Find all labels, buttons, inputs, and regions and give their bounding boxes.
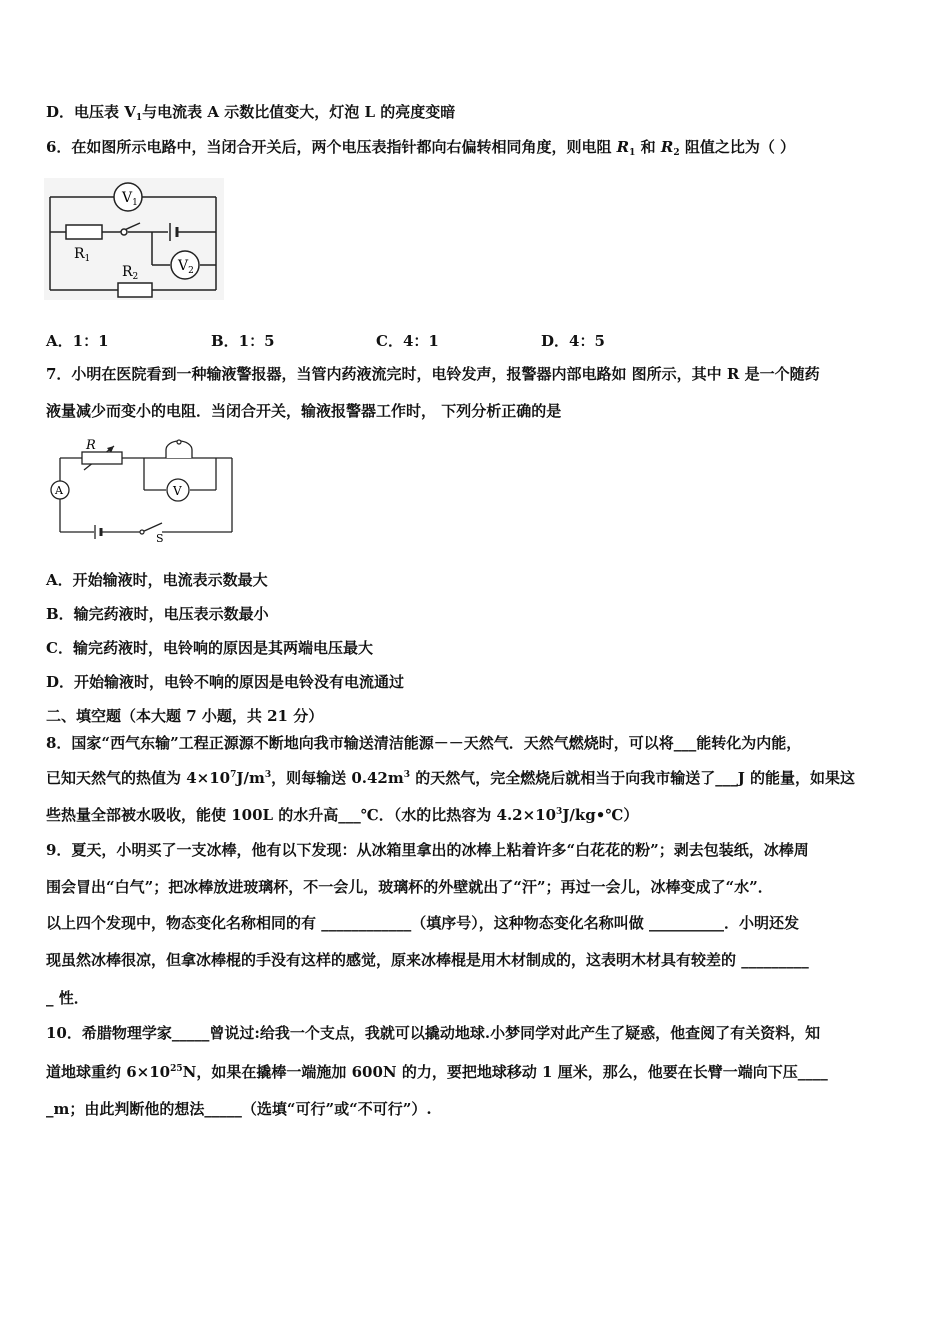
q8-line2-sup1: 7: [230, 770, 237, 780]
q6-r2-label: $R_2$: [122, 264, 139, 282]
q8-line2-sup3: 3: [403, 770, 410, 780]
q7-stem-line1: 7．小明在医院看到一种输液警报器，当管内药液流完时，电铃发声，报警器内部电路如 图所示，其中 R 是一个随药: [46, 365, 820, 383]
q7-v-label: V: [173, 484, 182, 498]
q10-line1: 10．希腊物理学家_____曾说过:给我一个支点，我就可以撬动地球.小梦同学对此产生了疑惑，他查阅了有关资料，知: [46, 1024, 821, 1042]
q8-line3-b: J/kg•℃）: [562, 806, 639, 824]
q8-line2: [46, 768, 855, 788]
q7-option-d[interactable]: D．开始输液时，电铃不响的原因是电铃没有电流通过: [46, 673, 405, 691]
q6-switch-contact: [121, 229, 127, 235]
q6-r1-sub: 1: [629, 148, 636, 158]
q6-resistor-r2: [118, 283, 152, 297]
q8-line2-sup2: 3: [264, 770, 272, 780]
q6-r2-sub: 2: [673, 148, 680, 158]
q6-option-d[interactable]: D．4：5: [541, 332, 605, 350]
q6-option-a[interactable]: A．1：1: [46, 332, 109, 350]
q6-r2-symbol: R: [660, 138, 674, 156]
q5-option-d-text: D．电压表 V: [46, 103, 136, 121]
q10-line2: [46, 1062, 828, 1082]
q8-line1: 8．国家“西气东输”工程正源源不断地向我市输送清洁能源－－天然气．天然气燃烧时，可以将___能转化为内能，: [46, 734, 802, 752]
q5-option-d-subscript: 1: [135, 113, 143, 123]
q8-line3-a: 些热量全部被水吸收，能使 100L 的水升高___℃．（水的比热容为 4.2×10: [46, 806, 557, 824]
q7-a-label: A: [55, 484, 63, 497]
q7-variable-resistor: [82, 452, 122, 464]
q9-line1: 9．夏天，小明买了一支冰棒，他有以下发现：从冰箱里拿出的冰棒上粘着许多“白花花的粉”；剥去包装纸，冰棒周: [46, 841, 809, 859]
q7-option-c[interactable]: C．输完药液时，电铃响的原因是其两端电压最大: [46, 639, 373, 657]
q7-s-label: S: [156, 532, 164, 544]
q7-stem-line2: 液量减少而变小的电阻．当闭合开关，输液报警器工作时， 下列分析正确的是: [46, 402, 562, 420]
q6-v1-label: $V_1$: [122, 190, 138, 208]
q10-line2-b: N，如果在撬棒一端施加 600N 的力，要把地球移动 1 厘米，那么，他要在长臂一端向下压____: [182, 1063, 828, 1081]
q6-r1-symbol: R: [616, 138, 630, 156]
q8-line2-a: 已知天然气的热值为 4×10: [46, 769, 231, 787]
q6-option-b[interactable]: B．1：5: [211, 332, 275, 350]
q7-option-a[interactable]: A．开始输液时，电流表示数最大: [46, 571, 268, 589]
q7-circuit-diagram: [44, 436, 240, 544]
q9-line2: 围会冒出“白气”；把冰棒放进玻璃杯，不一会儿，玻璃杯的外壁就出了“汗”；再过一会儿，冰棒变成了“水”．: [46, 878, 773, 896]
q5-option-d: [46, 102, 455, 122]
q6-stem-and: 和: [635, 138, 661, 156]
q6-options: [46, 330, 746, 350]
q10-line3: _m；由此判断他的想法_____（选填“可行”或“不可行”）.: [46, 1100, 432, 1118]
q10-line2-a: 道地球重约 6×10: [46, 1063, 171, 1081]
q7-option-b[interactable]: B．输完药液时，电压表示数最小: [46, 605, 269, 623]
q6-stem: [46, 137, 795, 157]
q9-line5: _ 性．: [46, 989, 89, 1007]
q8-line3-sup: 3: [556, 807, 563, 817]
q7-switch-blade: [142, 523, 162, 532]
q9-line3: 以上四个发现中，物态变化名称相同的有 ____________（填序号），这种物态变化名称叫做 __________．小明还发: [46, 914, 799, 932]
q6-option-c[interactable]: C．4：1: [376, 332, 439, 350]
q6-stem-part1: 6．在如图所示电路中，当闭合开关后，两个电压表指针都向右偏转相同角度，则电阻: [46, 138, 617, 156]
q9-line4: 现虽然冰棒很凉，但拿冰棒棍的手没有这样的感觉，原来冰棒棍是用木材制成的，这表明木材具有较差的 _________: [46, 951, 809, 969]
q8-line2-b: J/m: [236, 769, 265, 787]
section-title: 二、填空题（本大题 7 小题，共 21 分）: [46, 707, 324, 725]
q5-option-d-text-end: 与电流表 A 示数比值变大，灯泡 L 的亮度变暗: [142, 103, 456, 121]
q6-stem-part2: 阻值之比为（ ）: [679, 138, 796, 156]
q8-line2-d: 的天然气，完全燃烧后就相当于向我市输送了___J 的能量，如果这: [410, 769, 856, 787]
q8-line2-c: ，则每输送 0.42m: [271, 769, 404, 787]
q6-circuit-diagram: [44, 178, 224, 300]
q8-line3: [46, 805, 638, 825]
q7-r-label: R: [86, 438, 96, 453]
q7-switch-contact: [140, 530, 144, 534]
q6-resistor-r1: [66, 225, 102, 239]
q7-bell-knob: [177, 440, 181, 444]
q6-v2-label: $V_2$: [178, 258, 194, 276]
q10-line2-sup: 25: [170, 1064, 183, 1074]
q6-r1-label: $R_1$: [74, 246, 91, 264]
